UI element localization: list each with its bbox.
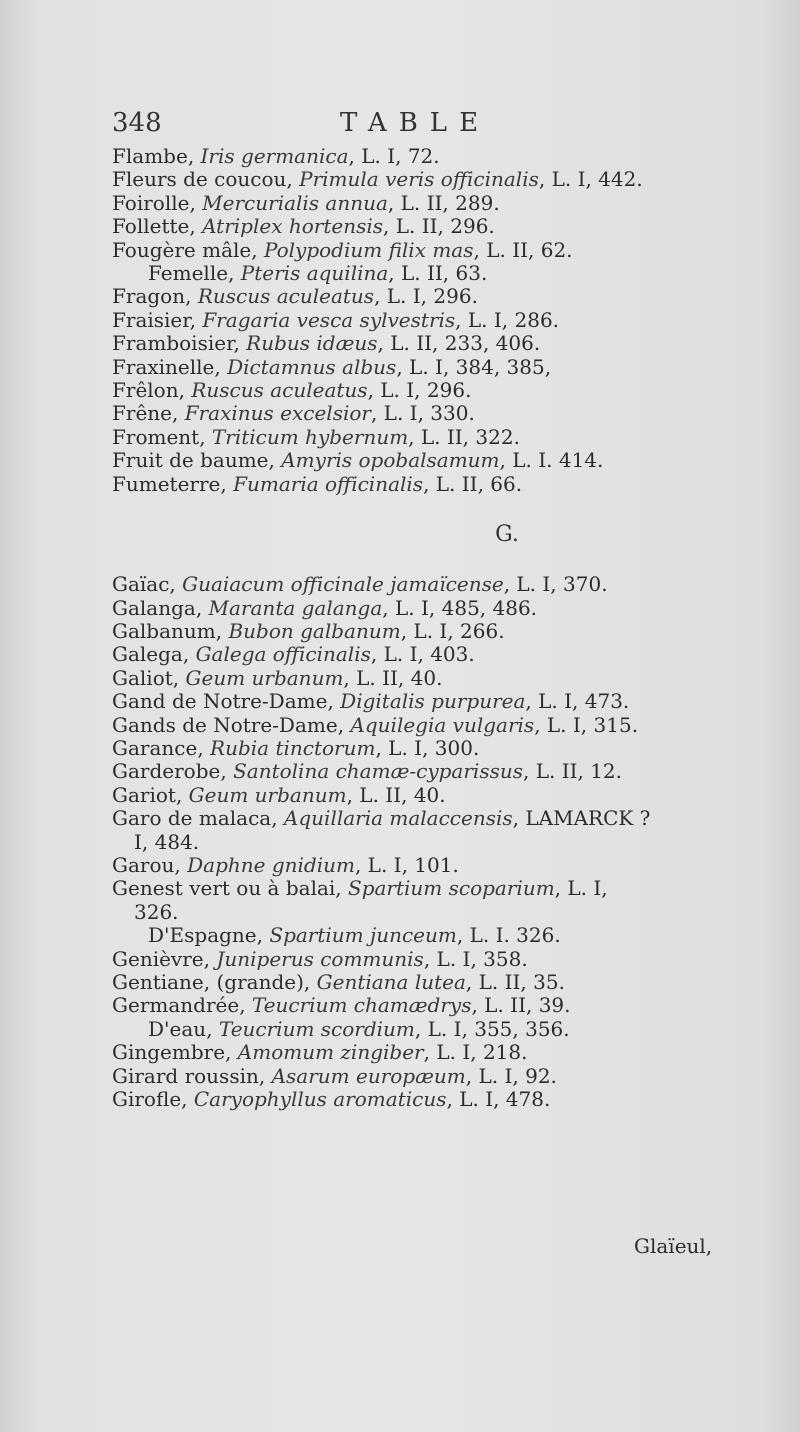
entry-reference: , L. II, 233, 406. [377, 331, 541, 356]
entry-species: Bubon galbanum [228, 618, 401, 643]
entry-lemma: Gand de Notre-Dame [112, 689, 328, 714]
entry-reference: , L. I, 72. [348, 144, 440, 168]
entry-species: Pteris aquilina [240, 261, 389, 286]
index-entry: Fragon, Ruscus aculeatus, L. I, 296. [112, 284, 478, 309]
index-entry: D'eau, Teucrium scordium, L. I, 355, 356. [148, 1016, 570, 1041]
index-entry: Girofle, Caryophyllus aromaticus, L. I, 478. [112, 1087, 551, 1112]
entry-lemma: Fleurs de coucou [112, 167, 287, 192]
entry-lemma: D'Espagne [148, 923, 257, 948]
entry-reference: , L. II, 289. [387, 190, 500, 215]
entry-lemma: Garance [112, 735, 198, 760]
entry-lemma: Galega [112, 642, 183, 667]
entry-lemma: Garou [112, 852, 175, 877]
entry-species: Fumaria officinalis [233, 471, 424, 496]
entry-lemma: Froment [112, 424, 200, 449]
entry-lemma: Femelle [148, 261, 229, 286]
index-entry: Garderobe, Santolina chamæ-cyparissus, L. II, 12. [112, 759, 623, 784]
entry-reference: , L. I, 442. [538, 167, 643, 192]
entry-reference: , L. I, 478. [446, 1087, 551, 1112]
section-letter: G. [495, 522, 519, 548]
index-entry: Fleurs de coucou, Primula veris officinalis, L. I, 442. [112, 167, 643, 192]
entry-species: Asarum europæum [271, 1063, 466, 1088]
entry-reference: , L. I, 384, 385, [396, 354, 552, 379]
entry-species: Amomum zingiber [237, 1040, 424, 1065]
entry-reference: , L. I, 300. [375, 735, 480, 760]
index-entry: Gaïac, Guaiacum officinale jamaïcense, L. I, 370. [112, 572, 608, 597]
entry-species: Aquillaria malaccensis [283, 806, 513, 831]
entry-lemma: Germandrée [112, 993, 240, 1018]
index-entry: Frêne, Fraxinus excelsior, L. I, 330. [112, 401, 475, 426]
entry-species: Polypodium filix mas [263, 237, 474, 262]
entry-reference: , L. I, 101. [354, 852, 459, 877]
entry-lemma: Garderobe [112, 759, 221, 784]
entry-species: Fragaria vesca sylvestris [202, 307, 456, 332]
page-number: 348 [112, 108, 162, 138]
entry-species: Teucrium scordium [218, 1016, 415, 1041]
index-entry: Fruit de baume, Amyris opobalsamum, L. I. 414. [112, 448, 604, 473]
entry-species: Teucrium chamædrys [251, 993, 472, 1018]
index-entry [112, 831, 752, 854]
entry-species: Caryophyllus aromaticus [193, 1087, 447, 1112]
entry-lemma: Galiot [112, 665, 173, 690]
entry-lemma: Genièvre [112, 946, 204, 971]
entry-reference: , L. I, 358. [423, 946, 528, 971]
entry-species: Primula veris officinalis [299, 167, 539, 192]
index-entry: Galbanum, Bubon galbanum, L. I, 266. [112, 618, 505, 643]
index-entry: Fougère mâle, Polypodium filix mas, L. II, 62. [112, 237, 573, 262]
entry-reference: , L. I, 355, 356. [414, 1016, 570, 1041]
index-entry: Galega, Galega officinalis, L. I, 403. [112, 642, 475, 667]
entry-species: Iris germanica [200, 144, 349, 168]
entry-lemma: Gariot [112, 782, 176, 807]
entry-species: Triticum hybernum [211, 424, 409, 449]
entry-lemma: Girofle [112, 1087, 182, 1112]
entry-species: Juniperus communis [216, 946, 424, 971]
entry-species: Dictamnus albus [227, 354, 397, 379]
entry-reference: , L. II, 63. [388, 261, 488, 286]
entry-lemma: Frêlon [112, 378, 179, 403]
entry-reference: 326. [134, 899, 179, 924]
entry-reference: , L. I, 296. [367, 378, 472, 403]
entries-group-g [112, 573, 752, 1111]
index-entry: Foirolle, Mercurialis annua, L. II, 289. [112, 190, 500, 215]
index-entry: Gariot, Geum urbanum, L. II, 40. [112, 782, 446, 807]
entry-species: Geum urbanum [188, 782, 347, 807]
index-entry: Gingembre, Amomum zingiber, L. I, 218. [112, 1040, 528, 1065]
entry-lemma: Galbanum [112, 618, 216, 643]
entry-reference: , L. II, 66. [423, 471, 523, 496]
entry-species: Rubus idæus [246, 331, 378, 356]
entry-species: Gentiana lutea [316, 970, 466, 994]
entry-species: Maranta galanga [208, 595, 383, 620]
index-entry: Girard roussin, Asarum europæum, L. I, 92. [112, 1063, 557, 1088]
index-entry [112, 901, 752, 924]
entry-reference: , L. II, 35. [465, 970, 565, 994]
entry-lemma: D'eau [148, 1016, 207, 1041]
entry-reference: , L. I. 414. [499, 448, 604, 473]
entry-reference: , L. I, [554, 876, 608, 901]
index-entry: Gentiane, (grande), Gentiana lutea, L. II, 35. [112, 970, 565, 994]
entry-reference: , L. II, 62. [473, 237, 573, 262]
entry-reference: , L. I, 296. [374, 284, 478, 309]
entry-species: Fraxinus excelsior [184, 401, 371, 426]
entry-species: Digitalis purpurea [340, 689, 526, 714]
entry-reference: , L. II, 322. [408, 424, 520, 449]
entry-lemma: Gentiane, (grande) [112, 970, 304, 994]
entry-species: Ruscus aculeatus [197, 284, 375, 309]
entry-reference: , L. I, 286. [455, 307, 560, 332]
entry-species: Guaiacum officinale jamaïcense [182, 572, 504, 597]
page-header [112, 108, 752, 148]
index-entry: Froment, Triticum hybernum, L. II, 322. [112, 424, 520, 449]
entry-reference: , L. I, 266. [400, 618, 505, 643]
entry-reference: , L. I, 370. [503, 572, 608, 597]
entry-species: Spartium junceum [269, 923, 457, 948]
entry-species: Amyris opobalsamum [281, 448, 500, 473]
index-entry: Garo de malaca, Aquillaria malaccensis, LAMARCK ? [112, 806, 651, 831]
entry-lemma: Gaïac [112, 572, 170, 597]
index-entry: Flambe, Iris germanica, L. I, 72. [112, 144, 440, 168]
entry-lemma: Genest vert ou à balai [112, 876, 336, 901]
entry-species: Ruscus aculeatus [191, 378, 368, 403]
index-entry: D'Espagne, Spartium junceum, L. I. 326. [148, 923, 561, 948]
entry-reference: , L. I, 485, 486. [382, 595, 538, 620]
index-entry: Fraxinelle, Dictamnus albus, L. I, 384, 385, [112, 354, 552, 379]
entry-reference: , L. I, 330. [370, 401, 475, 426]
entry-lemma: Foirolle [112, 190, 190, 215]
entry-lemma: Fraxinelle [112, 354, 215, 379]
index-entry: Follette, Atriplex hortensis, L. II, 296. [112, 214, 495, 239]
entry-species: Mercurialis annua [202, 190, 388, 215]
entry-lemma: Fougère mâle [112, 237, 252, 262]
entry-lemma: Flambe [112, 144, 188, 168]
entry-reference: , L. II, 12. [522, 759, 623, 784]
entry-lemma: Fragon [112, 284, 186, 309]
index-entry: Genièvre, Juniperus communis, L. I, 358. [112, 946, 528, 971]
index-entry: Fraisier, Fragaria vesca sylvestris, L. I, 286. [112, 307, 560, 332]
index-entry: Galanga, Maranta galanga, L. I, 485, 486. [112, 595, 538, 620]
entry-species: Aquilegia vulgaris [350, 712, 535, 737]
entry-reference: , L. II, 296. [383, 214, 495, 239]
entry-lemma: Galanga [112, 595, 196, 620]
entry-lemma: Fumeterre [112, 471, 221, 496]
index-entry: Fumeterre, Fumaria officinalis, L. II, 66. [112, 471, 523, 496]
entry-reference: , LAMARCK ? [512, 806, 651, 831]
entry-species: Galega officinalis [195, 642, 371, 667]
entry-species: Atriplex hortensis [202, 214, 384, 239]
index-entry: Galiot, Geum urbanum, L. II, 40. [112, 665, 443, 690]
entry-lemma: Frêne [112, 401, 172, 426]
entry-lemma: Gands de Notre-Dame [112, 712, 338, 737]
entry-species: Santolina chamæ-cyparissus [233, 759, 523, 784]
index-entry: Garou, Daphne gnidium, L. I, 101. [112, 852, 459, 877]
entry-lemma: Gingembre [112, 1040, 226, 1065]
catchword: Glaïeul, [634, 1234, 713, 1258]
entry-reference: , L. II, 40. [343, 665, 443, 690]
entry-lemma: Framboisier [112, 331, 234, 356]
entry-reference: , L. I, 92. [465, 1063, 557, 1088]
index-entry: Frêlon, Ruscus aculeatus, L. I, 296. [112, 378, 472, 403]
entry-reference: , L. I. 326. [456, 923, 561, 948]
entries-group-f [112, 145, 752, 496]
index-entry: Genest vert ou à balai, Spartium scoparium, L. I, [112, 876, 608, 901]
entry-lemma: Follette [112, 214, 190, 239]
running-title: TABLE [340, 108, 491, 138]
entry-lemma: Garo de malaca [112, 806, 272, 831]
entry-reference: , L. II, 39. [471, 993, 571, 1018]
entry-reference: , L. I, 315. [534, 712, 639, 737]
entry-species: Geum urbanum [185, 665, 344, 690]
entry-lemma: Fruit de baume [112, 448, 269, 473]
entry-lemma: Girard roussin [112, 1063, 259, 1088]
entry-species: Daphne gnidium [187, 852, 355, 877]
entry-reference: I, 484. [134, 829, 200, 854]
index-entry: Garance, Rubia tinctorum, L. I, 300. [112, 735, 480, 760]
index-entries [112, 145, 752, 1111]
index-entry: Femelle, Pteris aquilina, L. II, 63. [148, 261, 488, 286]
entry-lemma: Fraisier [112, 307, 190, 332]
entry-reference: , L. I, 473. [525, 689, 630, 714]
index-entry: Gands de Notre-Dame, Aquilegia vulgaris, L. I, 315. [112, 712, 639, 737]
entry-species: Rubia tinctorum [210, 735, 376, 760]
index-entry: Gand de Notre-Dame, Digitalis purpurea, L. I, 473. [112, 689, 630, 714]
entry-reference: , L. I, 403. [370, 642, 475, 667]
entry-species: Spartium scoparium [348, 876, 555, 901]
entry-reference: , L. I, 218. [423, 1040, 528, 1065]
index-entry: Framboisier, Rubus idæus, L. II, 233, 406. [112, 331, 541, 356]
entry-reference: , L. II, 40. [346, 782, 446, 807]
index-entry: Germandrée, Teucrium chamædrys, L. II, 39. [112, 993, 571, 1018]
